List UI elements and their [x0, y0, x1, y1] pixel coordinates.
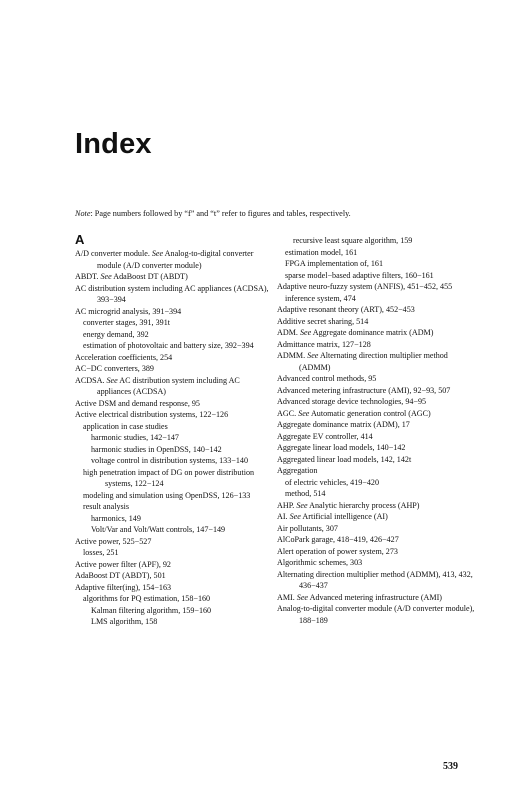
- index-entry-text: FPGA implementation of, 161: [285, 259, 384, 268]
- see-reference-label: See: [106, 375, 118, 385]
- index-entry-text: harmonics, 149: [91, 513, 141, 523]
- index-entry: [75, 306, 273, 318]
- index-entry-text: Active power filter (APF), 92: [75, 559, 171, 569]
- index-entry: [277, 350, 475, 373]
- index-entry-text: Aggregated linear load models, 142, 142t: [277, 454, 412, 464]
- index-entry: [75, 536, 273, 548]
- left-entries: [75, 248, 273, 628]
- index-entry-text: Analog-to-digital converter module (A/D converter module), 188−189: [277, 604, 475, 625]
- index-entry-text: Advanced storage device technologies, 94−95: [277, 397, 427, 406]
- index-entry: [75, 570, 273, 582]
- index-entry: [277, 603, 475, 626]
- index-entry: [277, 431, 475, 443]
- see-reference-target: Artificial intelligence (AI): [300, 512, 388, 521]
- see-reference-target: Analog-to-digital converter module (A/D converter module): [97, 249, 254, 270]
- index-entry: [277, 270, 475, 282]
- index-entry-text: modeling and simulation using OpenDSS, 126−133: [83, 490, 251, 500]
- index-entry: [75, 271, 273, 283]
- see-reference-target: AdaBoost DT (ABDT): [111, 272, 188, 281]
- index-entry: [75, 593, 273, 605]
- index-entry: [75, 340, 273, 352]
- index-entry-text: Admittance matrix, 127−128: [277, 339, 371, 349]
- index-entry: [75, 432, 273, 444]
- index-entry-text: algorithms for PQ estimation, 158−160: [83, 594, 211, 603]
- index-entry-text: recursive least square algorithm, 159: [293, 236, 413, 245]
- index-entry-text: Aggregate dominance matrix (ADM), 17: [277, 420, 410, 429]
- index-entry: [75, 490, 273, 502]
- index-entry: [277, 281, 475, 293]
- index-entry: [277, 327, 475, 339]
- index-entry: [277, 373, 475, 385]
- index-entry: [277, 477, 475, 489]
- index-entry: [277, 557, 475, 569]
- index-entry: [277, 247, 475, 259]
- index-entry-text: LMS algorithm, 158: [91, 617, 158, 626]
- index-entry-text: estimation of photovoltaic and battery size, 392−394: [83, 341, 254, 350]
- see-reference-target: Automatic generation control (AGC): [309, 408, 431, 418]
- index-entry-text: Additive secret sharing, 514: [277, 316, 369, 326]
- index-entry-text: Adaptive neuro-fuzzy system (ANFIS), 451−452, 455: [277, 282, 453, 291]
- see-reference-label: See: [289, 512, 301, 521]
- index-entry: [75, 559, 273, 571]
- index-entry: [75, 352, 273, 364]
- index-entry-text: AI.: [277, 512, 290, 521]
- index-entry: [75, 317, 273, 329]
- see-reference-target: Analytic hierarchy process (AHP): [307, 500, 420, 510]
- index-entry: [75, 582, 273, 594]
- index-entry: [75, 616, 273, 628]
- index-entry: [75, 398, 273, 410]
- index-entry: [277, 339, 475, 351]
- see-reference-label: See: [307, 351, 319, 360]
- index-entry-text: Alert operation of power system, 273: [277, 546, 398, 556]
- index-entry: [277, 523, 475, 535]
- index-entry-text: Active DSM and demand response, 95: [75, 398, 200, 408]
- see-reference-label: See: [100, 272, 112, 281]
- index-entry: [277, 293, 475, 305]
- page-number: 539: [443, 761, 458, 772]
- index-entry-text: AHP.: [277, 500, 297, 510]
- index-entry: [277, 442, 475, 454]
- index-entry-text: energy demand, 392: [83, 329, 149, 339]
- index-entry-text: Active electrical distribution systems, 122−126: [75, 410, 229, 419]
- index-entry-text: result analysis: [83, 502, 130, 511]
- index-entry-text: ADM.: [277, 328, 300, 337]
- index-entry: [75, 444, 273, 456]
- index-entry-text: Advanced control methods, 95: [277, 374, 377, 383]
- index-entry-text: ABDT.: [75, 272, 101, 281]
- index-entry: [75, 455, 273, 467]
- index-entry-text: ACDSA.: [75, 375, 107, 385]
- index-entry: [277, 546, 475, 558]
- see-reference-label: See: [296, 500, 308, 510]
- index-entry: [277, 500, 475, 512]
- index-entry: [75, 467, 273, 490]
- index-column-left: [75, 232, 273, 628]
- index-entry-text: Aggregation: [277, 466, 318, 475]
- index-entry-text: A/D converter module.: [75, 249, 152, 258]
- see-reference-target: Aggregate dominance matrix (ADM): [311, 328, 434, 337]
- see-reference-target: Alternating direction multiplier method (ADMM): [299, 351, 448, 372]
- index-entry-text: harmonic studies in OpenDSS, 140−142: [91, 444, 222, 454]
- index-entry: [75, 524, 273, 536]
- index-entry: [277, 316, 475, 328]
- see-reference-label: See: [296, 592, 309, 602]
- index-entry-text: Aggregate linear load models, 140−142: [277, 443, 406, 452]
- index-entry: [75, 547, 273, 559]
- index-entry: [277, 385, 475, 397]
- index-entry: [277, 454, 475, 466]
- index-entry-text: ADMM.: [277, 351, 308, 360]
- index-entry: [277, 592, 475, 604]
- see-reference-label: See: [299, 328, 312, 337]
- index-entry: [277, 235, 475, 247]
- index-entry-text: estimation model, 161: [285, 247, 358, 257]
- index-entry: [277, 569, 475, 592]
- index-entry: [277, 465, 475, 477]
- see-reference-label: See: [298, 408, 310, 418]
- index-entry: [75, 421, 273, 433]
- index-entry-text: Kalman filtering algorithm, 159−160: [91, 605, 212, 615]
- section-letter: A: [75, 232, 85, 247]
- see-reference-target: Advanced metering infrastructure (AMI): [308, 592, 442, 602]
- index-entry-text: AMI.: [277, 592, 297, 602]
- index-entry-text: voltage control in distribution systems, 133−140: [91, 456, 248, 465]
- note-label: Note: [75, 209, 91, 218]
- index-entry-text: Acceleration coefficients, 254: [75, 352, 173, 362]
- index-entry: [75, 283, 273, 306]
- index-entry-text: AdaBoost DT (ABDT), 501: [75, 571, 166, 580]
- index-entry-text: Alternating direction multiplier method (ADMM), 413, 432, 436−437: [277, 569, 473, 590]
- index-entry-text: Adaptive filter(ing), 154−163: [75, 582, 172, 592]
- index-entry-text: Volt/Var and Volt/Watt controls, 147−149: [91, 525, 226, 534]
- index-entry-text: Adaptive resonant theory (ART), 452−453: [277, 305, 415, 314]
- index-entry-text: application in case studies: [83, 421, 168, 431]
- note-text: : Page numbers followed by “f” and “t” refer to figures and tables, respectively.: [90, 209, 351, 218]
- index-entry-text: converter stages, 391, 391t: [83, 318, 170, 327]
- index-entry: [277, 511, 475, 523]
- page-title: Index: [75, 128, 152, 160]
- index-entry: [75, 605, 273, 617]
- index-entry: [75, 363, 273, 375]
- index-entry-text: AGC.: [277, 408, 299, 418]
- index-entry: [277, 488, 475, 500]
- index-entry-text: Algorithmic schemes, 303: [277, 558, 363, 567]
- index-entry: [75, 501, 273, 513]
- right-entries: [277, 235, 475, 626]
- see-reference-label: See: [151, 249, 164, 258]
- index-entry-text: AC distribution system including AC appliances (ACDSA), 393−394: [75, 283, 269, 304]
- index-entry: [277, 258, 475, 270]
- index-entry: [277, 534, 475, 546]
- index-entry: [277, 419, 475, 431]
- see-reference-target: AC distribution system including AC appliances (ACDSA): [97, 375, 240, 396]
- index-entry-text: AlCoPark garage, 418−419, 426−427: [277, 535, 399, 544]
- index-entry-text: sparse model−based adaptive filters, 160−161: [285, 270, 434, 280]
- index-entry-text: Advanced metering infrastructure (AMI), 92−93, 507: [277, 385, 451, 395]
- index-entry-text: of electric vehicles, 419−420: [285, 477, 380, 487]
- index-entry-text: AC−DC converters, 389: [75, 364, 154, 373]
- index-entry-text: high penetration impact of DG on power distribution systems, 122−124: [83, 467, 255, 488]
- index-entry-text: inference system, 474: [285, 293, 356, 303]
- index-entry-text: Aggregate EV controller, 414: [277, 431, 373, 441]
- index-entry: [75, 409, 273, 421]
- index-entry-text: harmonic studies, 142−147: [91, 433, 179, 442]
- index-entry: [75, 375, 273, 398]
- index-entry-text: Active power, 525−527: [75, 536, 152, 546]
- index-entry-text: method, 514: [285, 489, 326, 498]
- index-entry-text: losses, 251: [83, 548, 119, 557]
- index-column-right: [277, 235, 475, 626]
- index-entry-text: AC microgrid analysis, 391−394: [75, 306, 182, 316]
- index-entry: [75, 248, 273, 271]
- index-entry: [75, 329, 273, 341]
- index-entry: [277, 396, 475, 408]
- index-note: [75, 209, 351, 218]
- index-entry-text: Air pollutants, 307: [277, 523, 338, 533]
- index-entry: [75, 513, 273, 525]
- index-entry: [277, 408, 475, 420]
- index-entry: [277, 304, 475, 316]
